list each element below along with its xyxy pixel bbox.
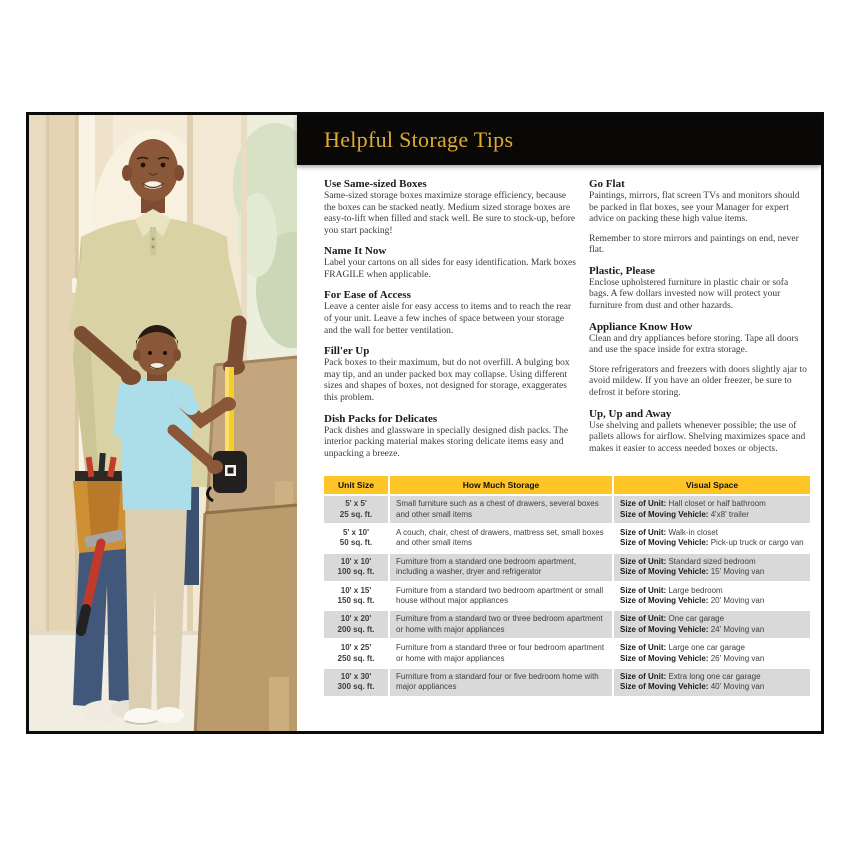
storage-cell: Furniture from a standard one bedroom apartment, including a washer, dryer and refrigerator bbox=[390, 554, 612, 581]
tip-paragraph: Paintings, mirrors, flat screen TVs and monitors should be packed in flat boxes, see your Manager for expert advice on packing these high value items. bbox=[589, 191, 800, 225]
tip-paragraph: Pack dishes and glassware in specially designed dish packs. The interior packing material makes storing delicate items easy and unpacking a breeze. bbox=[324, 425, 569, 459]
storage-cell: Furniture from a standard three or four bedroom apartment or home with major appliances bbox=[390, 640, 612, 667]
unit-size-cell: 10' x 10' 100 sq. ft. bbox=[324, 554, 388, 581]
tip-paragraph: Leave a center aisle for easy access to items and to reach the rear of your unit. Leave a few inches of space between your storage and the wall for better ventilation. bbox=[324, 302, 572, 336]
brochure-page bbox=[26, 112, 824, 734]
table-header-row bbox=[324, 476, 810, 494]
table-row bbox=[324, 583, 810, 610]
tip-section bbox=[589, 178, 809, 257]
tip-paragraph: Store refrigerators and freezers with doors slightly ajar to avoid mildew. If you have an older freezer, be sure to defrost it before storing. bbox=[589, 364, 807, 398]
tip-section bbox=[324, 178, 576, 237]
photo-father-son-moving-boxes bbox=[29, 115, 297, 731]
unit-size-cell: 5' x 10' 50 sq. ft. bbox=[324, 525, 388, 552]
storage-size-table bbox=[322, 474, 812, 697]
page-title: Helpful Storage Tips bbox=[324, 127, 514, 152]
tip-heading: Appliance Know How bbox=[589, 320, 693, 333]
visual-space-cell: Size of Unit: Large bedroom Size of Moving Vehicle: 20' Moving van bbox=[614, 583, 810, 610]
tip-section bbox=[589, 321, 809, 400]
storage-cell: A couch, chair, chest of drawers, mattress set, small boxes and other small items bbox=[390, 525, 612, 552]
visual-space-cell: Size of Unit: Extra long one car garage Size of Moving Vehicle: 40' Moving van bbox=[614, 669, 810, 696]
tip-section bbox=[324, 413, 576, 461]
tip-heading: Plastic, Please bbox=[589, 264, 655, 277]
col-header-unit-size: Unit Size bbox=[324, 476, 388, 494]
tip-heading: Up, Up and Away bbox=[589, 407, 672, 420]
visual-space-cell: Size of Unit: Walk-in closet Size of Moving Vehicle: Pick-up truck or cargo van bbox=[614, 525, 810, 552]
tip-paragraph: Label your cartons on all sides for easy identification. Mark boxes FRAGILE when applicable. bbox=[324, 258, 576, 280]
tip-section bbox=[589, 265, 809, 313]
content-panel bbox=[297, 115, 821, 731]
tip-paragraph: Use shelving and pallets whenever possible; the use of pallets allows for airflow. Shelving maximizes space and makes it easier to access needed boxes or objects. bbox=[589, 420, 806, 454]
table-row bbox=[324, 554, 810, 581]
tip-heading: Name It Now bbox=[324, 245, 387, 258]
tip-heading: Dish Packs for Delicates bbox=[324, 412, 438, 425]
tip-section bbox=[324, 289, 576, 337]
unit-size-cell: 10' x 15' 150 sq. ft. bbox=[324, 583, 388, 610]
storage-cell: Furniture from a standard two bedroom apartment or small house without major appliances bbox=[390, 583, 612, 610]
storage-cell: Small furniture such as a chest of drawers, several boxes and other small items bbox=[390, 496, 612, 523]
unit-size-cell: 5' x 5' 25 sq. ft. bbox=[324, 496, 388, 523]
tip-paragraph: Clean and dry appliances before storing. Tape all doors and use the space inside for extra storage. bbox=[589, 333, 799, 356]
storage-cell: Furniture from a standard four or five bedroom home with major appliances bbox=[390, 669, 612, 696]
tips-column-right bbox=[589, 178, 809, 468]
tip-section bbox=[324, 245, 576, 281]
page-header bbox=[297, 115, 821, 165]
table-row bbox=[324, 496, 810, 523]
storage-cell: Furniture from a standard two or three bedroom apartment or home with major appliances bbox=[390, 611, 612, 638]
tip-heading: Go Flat bbox=[589, 178, 625, 190]
tip-paragraph: Enclose upholstered furniture in plastic chair or sofa bags. A few dollars invested now will protect your furniture from dust and other hazards. bbox=[589, 277, 789, 312]
tip-paragraph: Pack boxes to their maximum, but do not overfill. A bulging box may tip, and an under packed box may collapse. Using different sizes and shapes of boxes, not designed for storage, exaggerates this problem. bbox=[324, 358, 570, 403]
unit-size-cell: 10' x 20' 200 sq. ft. bbox=[324, 611, 388, 638]
col-header-how-much-storage: How Much Storage bbox=[390, 476, 612, 494]
tip-heading: For Ease of Access bbox=[324, 289, 411, 302]
visual-space-cell: Size of Unit: One car garage Size of Moving Vehicle: 24' Moving van bbox=[614, 611, 810, 638]
tip-heading: Use Same-sized Boxes bbox=[324, 178, 427, 190]
unit-size-cell: 10' x 30' 300 sq. ft. bbox=[324, 669, 388, 696]
tip-section bbox=[324, 345, 576, 404]
photo-illustration bbox=[29, 115, 297, 731]
tips-columns bbox=[297, 165, 821, 468]
table-row bbox=[324, 640, 810, 667]
visual-space-cell: Size of Unit: Large one car garage Size of Moving Vehicle: 26' Moving van bbox=[614, 640, 810, 667]
tip-paragraph: Same-sized storage boxes maximize storage efficiency, because the boxes can be stacked neatly. Medium sized storage boxes are easy-to-lift when filled and stack well. Be sure to stock-up, before you start packing! bbox=[324, 191, 576, 236]
tips-column-left bbox=[324, 178, 576, 468]
visual-space-cell: Size of Unit: Hall closet or half bathroom Size of Moving Vehicle: 4'x8' trailer bbox=[614, 496, 810, 523]
tip-heading: Fill'er Up bbox=[324, 345, 370, 358]
tip-section bbox=[589, 408, 809, 456]
table-row bbox=[324, 525, 810, 552]
tip-paragraph: Remember to store mirrors and paintings on end, never flat. bbox=[589, 233, 799, 256]
visual-space-cell: Size of Unit: Standard sized bedroom Size of Moving Vehicle: 15' Moving van bbox=[614, 554, 810, 581]
unit-size-cell: 10' x 25' 250 sq. ft. bbox=[324, 640, 388, 667]
col-header-visual-space: Visual Space bbox=[614, 476, 810, 494]
table-row bbox=[324, 611, 810, 638]
table-row bbox=[324, 669, 810, 696]
